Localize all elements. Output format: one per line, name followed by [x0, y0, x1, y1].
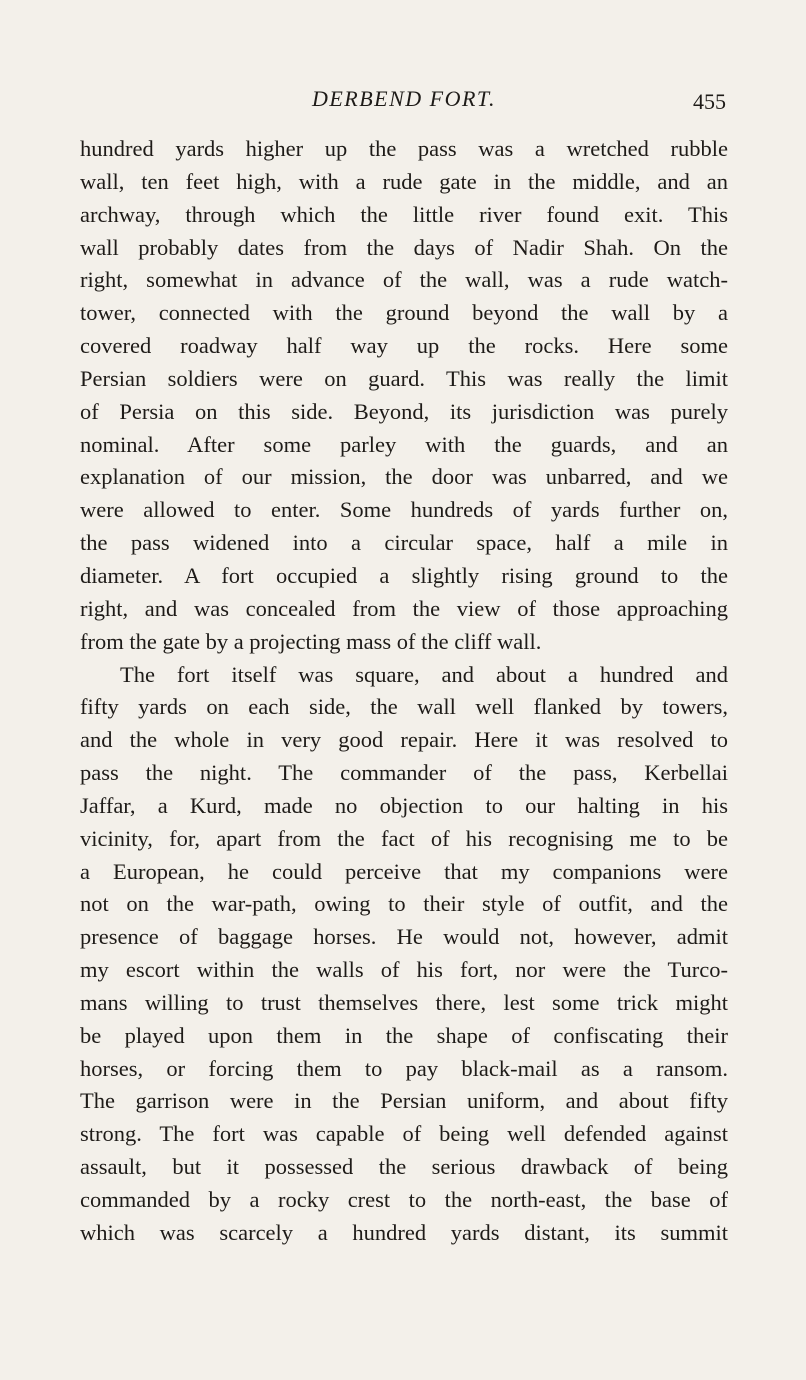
- page-header: [80, 84, 728, 124]
- text-line: and the whole in very good repair. Here it was resolved to: [80, 727, 728, 753]
- text-line: right, and was concealed from the view of those approaching: [80, 595, 728, 621]
- body-text: [80, 133, 728, 1250]
- text-line: assault, but it possessed the serious drawback of being: [80, 1154, 728, 1180]
- text-line: archway, through which the little river found exit. This: [80, 201, 728, 227]
- text-line: wall, ten feet high, with a rude gate in the middle, and an: [80, 168, 728, 194]
- text-line: tower, connected with the ground beyond the wall by a: [80, 300, 728, 326]
- text-line: of Persia on this side. Beyond, its jurisdiction was purely: [80, 398, 728, 424]
- text-line: presence of baggage horses. He would not, however, admit: [80, 924, 728, 950]
- text-line: be played upon them in the shape of confiscating their: [80, 1022, 728, 1048]
- text-line: pass the night. The commander of the pass, Kerbellai: [80, 760, 728, 786]
- text-line: right, somewhat in advance of the wall, was a rude watch-: [80, 267, 728, 293]
- text-line: from the gate by a projecting mass of the cliff wall.: [80, 628, 542, 654]
- text-line: vicinity, for, apart from the fact of his recognising me to be: [80, 825, 728, 851]
- text-line: horses, or forcing them to pay black-mail as a ransom.: [80, 1055, 728, 1081]
- text-line: The garrison were in the Persian uniform, and about fifty: [80, 1088, 728, 1114]
- text-line: the pass widened into a circular space, half a mile in: [80, 530, 728, 556]
- paragraph: [80, 133, 728, 659]
- text-line: Jaffar, a Kurd, made no objection to our halting in his: [80, 792, 728, 818]
- text-line: covered roadway half way up the rocks. Here some: [80, 333, 728, 359]
- text-line: nominal. After some parley with the guards, and an: [80, 431, 728, 457]
- text-line: my escort within the walls of his fort, nor were the Turco-: [80, 957, 728, 983]
- text-line: Persian soldiers were on guard. This was really the limit: [80, 365, 728, 391]
- text-line: hundred yards higher up the pass was a wretched rubble: [80, 136, 728, 161]
- running-title: DERBEND FORT.: [311, 86, 497, 111]
- text-line: a European, he could perceive that my companions were: [80, 858, 728, 884]
- text-line: wall probably dates from the days of Nadir Shah. On the: [80, 234, 728, 260]
- text-line: mans willing to trust themselves there, lest some trick might: [80, 989, 728, 1015]
- text-line: were allowed to enter. Some hundreds of yards further on,: [80, 497, 728, 523]
- text-line: explanation of our mission, the door was unbarred, and we: [80, 464, 728, 490]
- paragraph: [80, 659, 728, 1250]
- text-line: The fort itself was square, and about a hundred and: [120, 661, 728, 687]
- text-line: strong. The fort was capable of being well defended against: [80, 1121, 728, 1147]
- page-number: 455: [693, 89, 726, 114]
- text-line: diameter. A fort occupied a slightly rising ground to the: [80, 562, 728, 588]
- text-line: commanded by a rocky crest to the north-east, the base of: [80, 1187, 728, 1212]
- text-line: fifty yards on each side, the wall well flanked by towers,: [80, 694, 728, 720]
- text-line: not on the war-path, owing to their style of outfit, and the: [80, 891, 728, 917]
- text-line: which was scarcely a hundred yards distant, its summit: [80, 1219, 728, 1245]
